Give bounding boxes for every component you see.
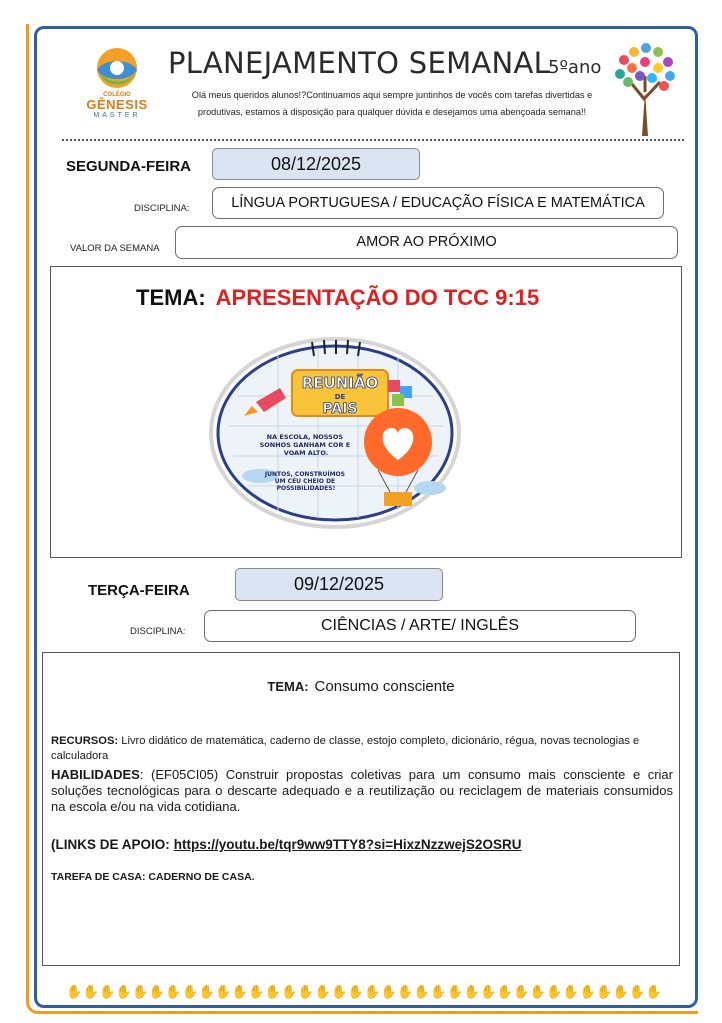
logo-small-text: COLÉGIO xyxy=(103,92,131,98)
badge-title-3: PAIS xyxy=(322,401,358,417)
resources xyxy=(51,734,661,764)
hand-icon: ✋ xyxy=(331,984,348,999)
hand-icon: ✋ xyxy=(148,984,165,999)
hand-icon: ✋ xyxy=(430,984,447,999)
hand-icon: ✋ xyxy=(463,984,480,999)
tuesday-theme xyxy=(0,678,722,695)
hand-icon: ✋ xyxy=(513,984,530,999)
hand-icon: ✋ xyxy=(397,984,414,999)
hand-icon: ✋ xyxy=(645,984,662,999)
monday-label: SEGUNDA-FEIRA xyxy=(66,158,192,175)
skills-text: : (EF05CI05) Construir propostas coletivas para um consumo mais consciente e criar soluções tecnológicas para o descarte adequado e a reutilização ou reciclagem de materiais consumidos na escola e/ou na vida cotidiana. xyxy=(51,767,673,814)
hand-icon: ✋ xyxy=(529,984,546,999)
tuesday-discipline-label: DISCIPLINA: xyxy=(130,626,186,637)
hand-icon: ✋ xyxy=(380,984,397,999)
svg-text:JUNTOS, CONSTRUÍMOS UM CÉU: JUNTOS, CONSTRUÍMOS UM CÉU CHEIO DE POSSIBILIDADES! xyxy=(264,471,345,492)
hand-icon: ✋ xyxy=(231,984,248,999)
hand-icon: ✋ xyxy=(281,984,298,999)
colorful-hands-icon xyxy=(66,984,660,1004)
svg-text:NA ESCOLA, NOSSOS SONHOS G: NA ESCOLA, NOSSOS SONHOS GANHAM COR E VOAM ALTO. xyxy=(259,433,351,457)
hand-icon: ✋ xyxy=(364,984,381,999)
tuesday-discipline: CIÊNCIAS / ARTE/ INGLÊS xyxy=(204,610,636,642)
hand-icon: ✋ xyxy=(99,984,116,999)
hand-icon: ✋ xyxy=(413,984,430,999)
hand-icon: ✋ xyxy=(82,984,99,999)
badge-title-1: REUNIÃO xyxy=(301,374,379,392)
hand-icon: ✋ xyxy=(629,984,646,999)
hand-icon: ✋ xyxy=(248,984,265,999)
logo-name: GÊNESIS xyxy=(86,97,148,112)
header-divider xyxy=(62,139,684,141)
hand-icon: ✋ xyxy=(165,984,182,999)
tuesday-theme-label: TEMA: xyxy=(267,679,309,694)
monday-theme xyxy=(136,285,539,311)
hand-icon: ✋ xyxy=(198,984,215,999)
hand-icon: ✋ xyxy=(264,984,281,999)
tuesday-label: TERÇA-FEIRA xyxy=(88,582,190,599)
hand-icon: ✋ xyxy=(132,984,149,999)
resources-text: Livro didático de matemática, caderno de classe, estojo completo, dicionário, régua, novas tecnologias e calculadora xyxy=(51,735,640,762)
intro-text: Olá meus queridos alunos!?Continuamos aqui sempre juntinhos de vocês com tarefas divertidas e produtivas, estamos à disposição para qualquer dúvida e desejamos uma abençoada semana!! xyxy=(191,90,593,117)
hand-icon: ✋ xyxy=(314,984,331,999)
logo-sub: MASTER xyxy=(93,112,141,119)
monday-date: 08/12/2025 xyxy=(212,148,420,180)
hand-icon: ✋ xyxy=(66,984,83,999)
hand-icon: ✋ xyxy=(215,984,232,999)
hand-icon: ✋ xyxy=(612,984,629,999)
monday-discipline: LÍNGUA PORTUGUESA / EDUCAÇÃO FÍSICA E MATEMÁTICA xyxy=(212,187,664,219)
support-link[interactable]: https://youtu.be/tqr9ww9TTY8?si=HixzNzzwejS2OSRU xyxy=(173,837,522,852)
links-label: (LINKS DE APOIO: xyxy=(51,837,170,852)
colorful-tree-icon xyxy=(612,40,678,136)
tuesday-theme-value: Consumo consciente xyxy=(314,678,455,695)
hand-icon: ✋ xyxy=(546,984,563,999)
support-links xyxy=(51,837,521,852)
monday-theme-value: APRESENTAÇÃO DO TCC 9:15 xyxy=(215,285,540,310)
value-week: AMOR AO PRÓXIMO xyxy=(175,226,678,259)
resources-label: RECURSOS: xyxy=(51,735,119,747)
hand-icon: ✋ xyxy=(347,984,364,999)
hand-icon: ✋ xyxy=(115,984,132,999)
page-title: PLANEJAMENTO SEMANAL xyxy=(168,46,551,80)
value-week-label: VALOR DA SEMANA xyxy=(70,243,160,254)
hand-icon: ✋ xyxy=(596,984,613,999)
hand-icon: ✋ xyxy=(579,984,596,999)
hand-icon: ✋ xyxy=(297,984,315,999)
skills-label: HABILIDADES xyxy=(51,767,140,782)
monday-discipline-label: DISCIPLINA: xyxy=(134,203,190,214)
badge-title-2: DE xyxy=(334,393,346,401)
logo-text xyxy=(72,92,162,120)
skills xyxy=(51,767,673,815)
hand-icon: ✋ xyxy=(446,984,464,999)
hand-icon: ✋ xyxy=(496,984,513,999)
hand-icon: ✋ xyxy=(480,984,497,999)
parents-meeting-badge xyxy=(208,336,462,530)
grade-label: 5ºano xyxy=(548,57,602,78)
hand-icon: ✋ xyxy=(562,984,580,999)
homework: TAREFA DE CASA: CADERNO DE CASA. xyxy=(51,871,255,883)
monday-theme-label: TEMA: xyxy=(136,285,206,310)
tuesday-date: 09/12/2025 xyxy=(235,568,443,601)
hand-icon: ✋ xyxy=(181,984,199,999)
